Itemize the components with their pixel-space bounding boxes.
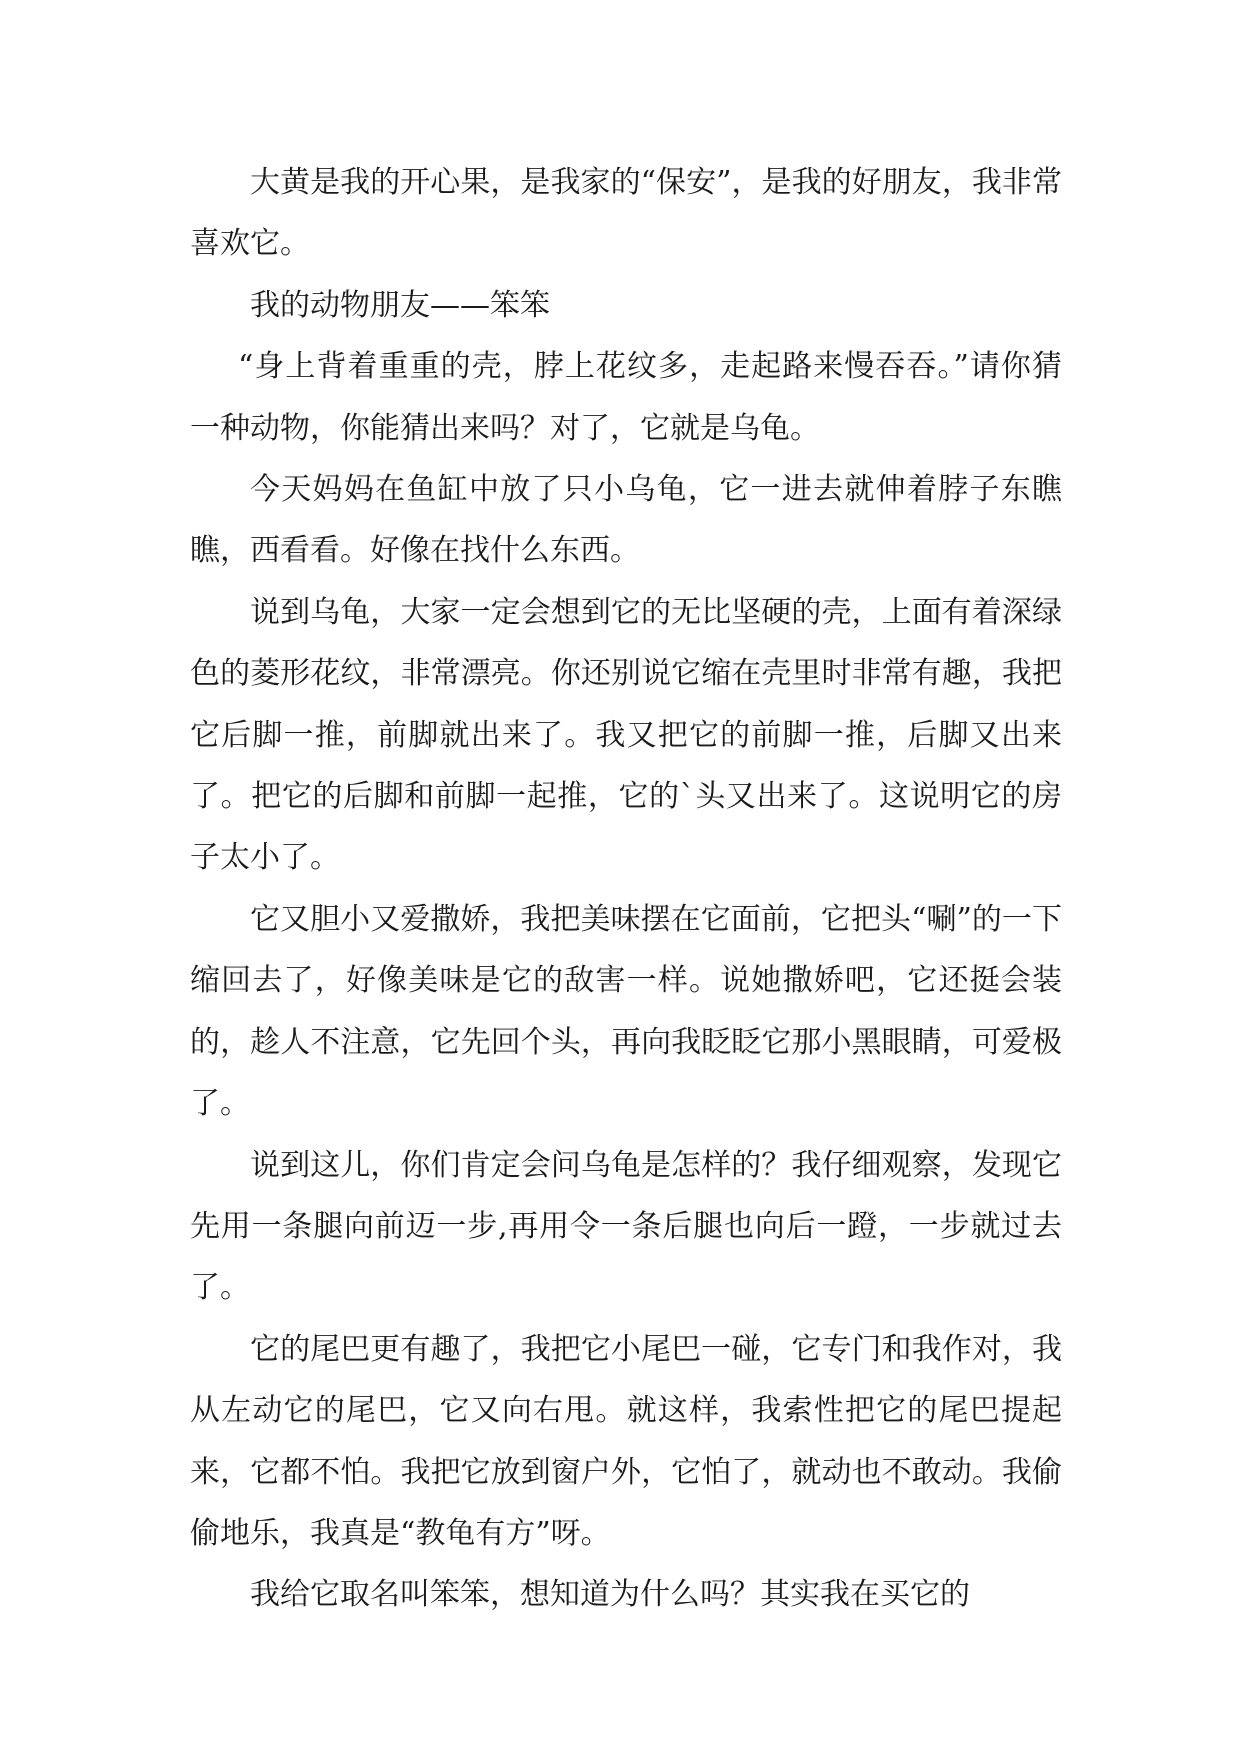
paragraph: 说到这儿，你们肯定会问乌龟是怎样的？我仔细观察，发现它先用一条腿向前迈一步,再用令一条后腿也向后一蹬，一步就过去了。 <box>190 1147 1062 1306</box>
paragraph: 大黄是我的开心果，是我家的“保安”，是我的好朋友，我非常喜欢它。 <box>190 165 1062 262</box>
paragraph: 它又胆小又爱撒娇，我把美味摆在它面前，它把头“唰”的一下缩回去了，好像美味是它的敌害一样。说她撒娇吧，它还挺会装的，趁人不注意，它先回个头，再向我眨眨它那小黑眼睛，可爱极了。 <box>190 901 1062 1122</box>
paragraph: 我给它取名叫笨笨，想知道为什么吗？其实我在买它的 <box>250 1577 970 1613</box>
paragraph: 今天妈妈在鱼缸中放了只小乌龟，它一进去就伸着脖子东瞧瞧，西看看。好像在找什么东西。 <box>190 472 1062 569</box>
paragraph: “身上背着重重的壳，脖上花纹多，走起路来慢吞吞。”请你猜一种动物，你能猜出来吗？对了，它就是乌龟。 <box>190 349 1062 446</box>
document-body <box>190 152 1062 1626</box>
paragraph: 它的尾巴更有趣了，我把它小尾巴一碰，它专门和我作对，我从左动它的尾巴，它又向右甩。就这样，我索性把它的尾巴提起来，它都不怕。我把它放到窗户外，它怕了，就动也不敢动。我偷偷地乐，我真是“教龟有方”呀。 <box>190 1331 1062 1551</box>
paragraph: 说到乌龟，大家一定会想到它的无比坚硬的壳，上面有着深绿色的菱形花纹，非常漂亮。你还别说它缩在壳里时非常有趣，我把它后脚一推，前脚就出来了。我又把它的前脚一推，后脚又出来了。把它的后脚和前脚一起推，它的`头又出来了。这说明它的房子太小了。 <box>190 594 1062 876</box>
section-heading: 我的动物朋友——笨笨 <box>250 287 550 323</box>
